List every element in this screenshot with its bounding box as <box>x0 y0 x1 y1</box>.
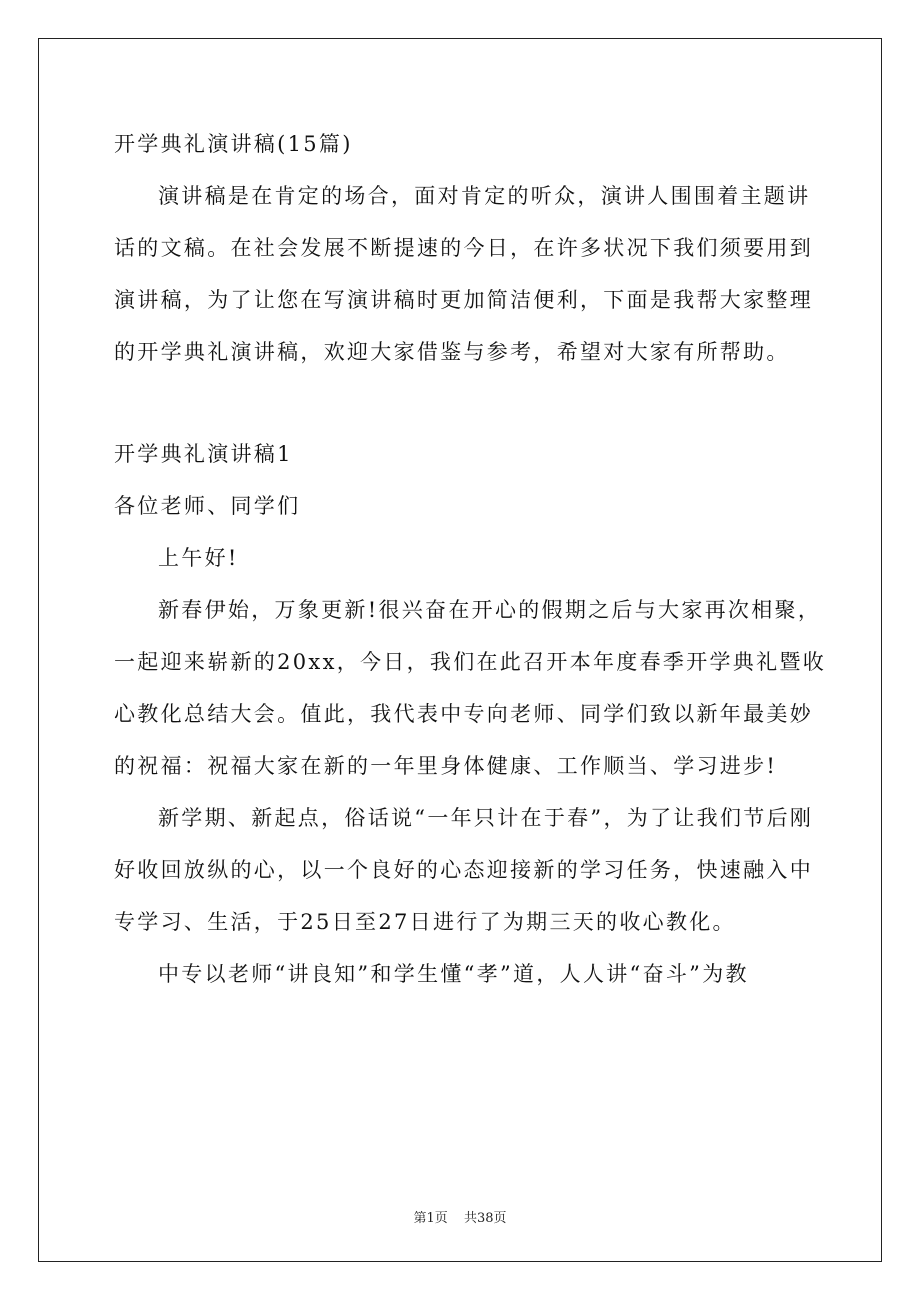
intro-line: 演讲稿是在肯定的场合，面对肯定的听众，演讲人围围着主题讲 <box>158 184 811 208</box>
section-spacer <box>114 378 814 428</box>
paragraph-line: 中专以老师“讲良知”和学生懂“孝”道，人人讲“奋斗”为教 <box>158 962 749 986</box>
paragraph-line: 专学习、生活，于25日至27日进行了为期三天的收心教化。 <box>114 910 736 934</box>
document-title: 开学典礼演讲稿(15篇) <box>114 132 353 156</box>
paragraph-1 <box>114 584 827 792</box>
salutation: 各位老师、同学们 <box>114 494 301 518</box>
page-number: 第1页 <box>413 1211 448 1226</box>
paragraph-line: 好收回放纵的心，以一个良好的心态迎接新的学习任务，快速融入中 <box>114 858 813 882</box>
intro-line: 话的文稿。在社会发展不断提速的今日，在许多状况下我们须要用到 <box>114 236 813 260</box>
paragraph-line: 一起迎来崭新的20xx，今日，我们在此召开本年度春季开学典礼暨收 <box>114 650 827 674</box>
greeting: 上午好! <box>158 546 239 570</box>
document-body <box>114 118 827 1000</box>
section-heading: 开学典礼演讲稿1 <box>114 442 293 466</box>
paragraph-line: 新学期、新起点，俗话说“一年只计在于春”，为了让我们节后刚 <box>158 806 814 830</box>
paragraph-line: 新春伊始，万象更新!很兴奋在开心的假期之后与大家再次相聚， <box>158 598 822 622</box>
intro-line: 的开学典礼演讲稿，欢迎大家借鉴与参考，希望对大家有所帮助。 <box>114 340 790 364</box>
paragraph-2 <box>114 792 814 948</box>
intro-line: 演讲稿，为了让您在写演讲稿时更加简洁便利，下面是我帮大家整理 <box>114 288 813 312</box>
page-footer <box>0 1207 920 1226</box>
paragraph-line: 的祝福：祝福大家在新的一年里身体健康、工作顺当、学习进步! <box>114 754 778 778</box>
page-total: 共38页 <box>463 1211 507 1226</box>
paragraph-3 <box>114 948 814 1000</box>
paragraph-line: 心教化总结大会。值此，我代表中专向老师、同学们致以新年最美妙 <box>114 702 813 726</box>
intro-paragraph <box>114 170 814 378</box>
